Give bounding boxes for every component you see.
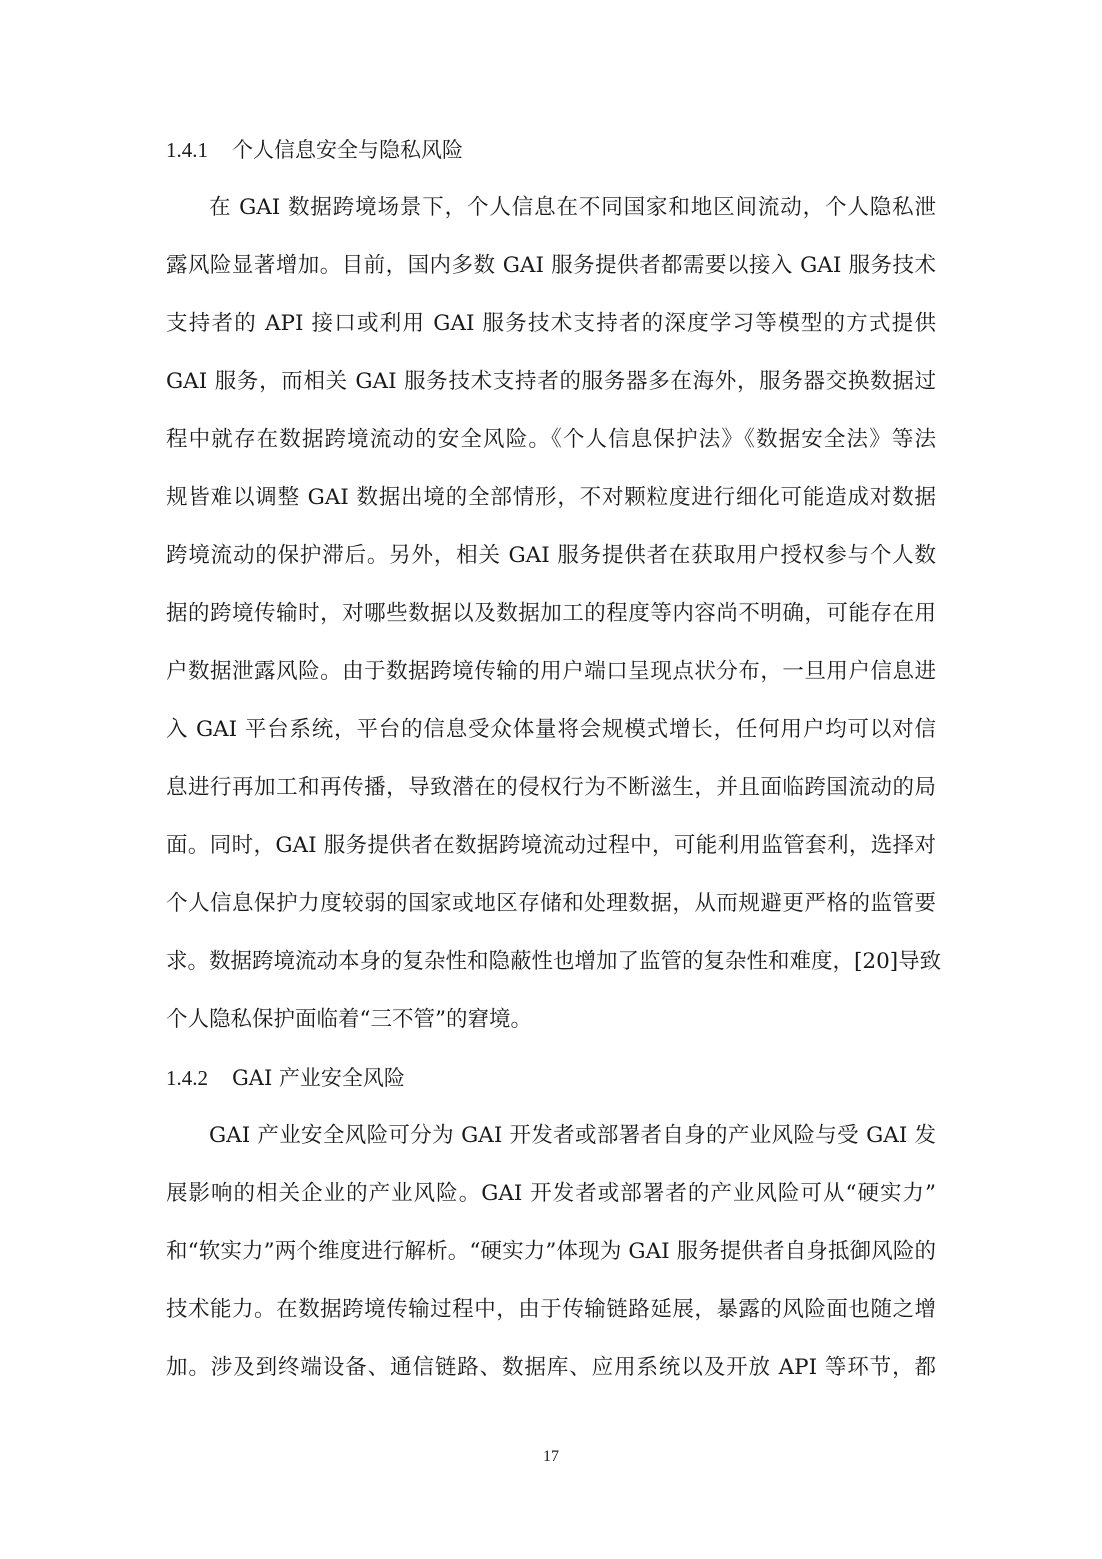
text-line: 在 GAI 数据跨境场景下，个人信息在不同国家和地区间流动，个人隐私泄 <box>209 195 936 220</box>
paragraph-1-4-2 <box>166 1121 936 1411</box>
text-line: 加。涉及到终端设备、通信链路、数据库、应用系统以及开放 API 等环节，都 <box>166 1355 936 1380</box>
text-line: 户数据泄露风险。由于数据跨境传输的用户端口呈现点状分布，一旦用户信息进 <box>166 659 936 684</box>
text-line: 跨境流动的保护滞后。另外，相关 GAI 服务提供者在获取用户授权参与个人数 <box>166 543 936 568</box>
text-line: 个人信息保护力度较弱的国家或地区存储和处理数据，从而规避更严格的监管要 <box>166 891 936 916</box>
section-number: 1.4.2 <box>166 1066 208 1090</box>
text-line: 规皆难以调整 GAI 数据出境的全部情形，不对颗粒度进行细化可能造成对数据 <box>166 485 936 510</box>
text-line: 求。数据跨境流动本身的复杂性和隐蔽性也增加了监管的复杂性和难度，[20]导致 <box>166 949 942 974</box>
section-title: GAI 产业安全风险 <box>232 1066 405 1090</box>
text-line: 和“软实力”两个维度进行解析。“硬实力”体现为 GAI 服务提供者自身抵御风险的 <box>166 1239 936 1264</box>
text-line: 据的跨境传输时，对哪些数据以及数据加工的程度等内容尚不明确，可能存在用 <box>166 601 936 626</box>
text-line: 个人隐私保护面临着“三不管”的窘境。 <box>166 1007 532 1032</box>
text-line: 展影响的相关企业的产业风险。GAI 开发者或部署者的产业风险可从“硬实力” <box>166 1181 936 1206</box>
text-line: 技术能力。在数据跨境传输过程中，由于传输链路延展，暴露的风险面也随之增 <box>166 1297 936 1322</box>
page-number: 17 <box>543 1448 559 1465</box>
page-content <box>166 135 942 1411</box>
text-line: 入 GAI 平台系统，平台的信息受众体量将会规模式增长，任何用户均可以对信 <box>166 717 936 742</box>
text-line: 面。同时，GAI 服务提供者在数据跨境流动过程中，可能利用监管套利，选择对 <box>166 833 936 858</box>
text-line: 露风险显著增加。目前，国内多数 GAI 服务提供者都需要以接入 GAI 服务技术 <box>166 253 936 278</box>
section-title: 个人信息安全与隐私风险 <box>232 138 463 162</box>
section-heading-1-4-1 <box>166 135 936 193</box>
text-line: GAI 服务，而相关 GAI 服务技术支持者的服务器多在海外，服务器交换数据过 <box>166 369 936 394</box>
text-line: 支持者的 API 接口或利用 GAI 服务技术支持者的深度学习等模型的方式提供 <box>166 311 936 336</box>
text-line: 息进行再加工和再传播，导致潜在的侵权行为不断滋生，并且面临跨国流动的局 <box>166 775 936 800</box>
section-heading-1-4-2 <box>166 1063 936 1121</box>
text-line: 程中就存在数据跨境流动的安全风险。《个人信息保护法》《数据安全法》等法 <box>166 427 936 452</box>
section-number: 1.4.1 <box>166 138 208 162</box>
paragraph-1-4-1 <box>166 193 942 1063</box>
text-line: GAI 产业安全风险可分为 GAI 开发者或部署者自身的产业风险与受 GAI 发 <box>209 1123 936 1148</box>
